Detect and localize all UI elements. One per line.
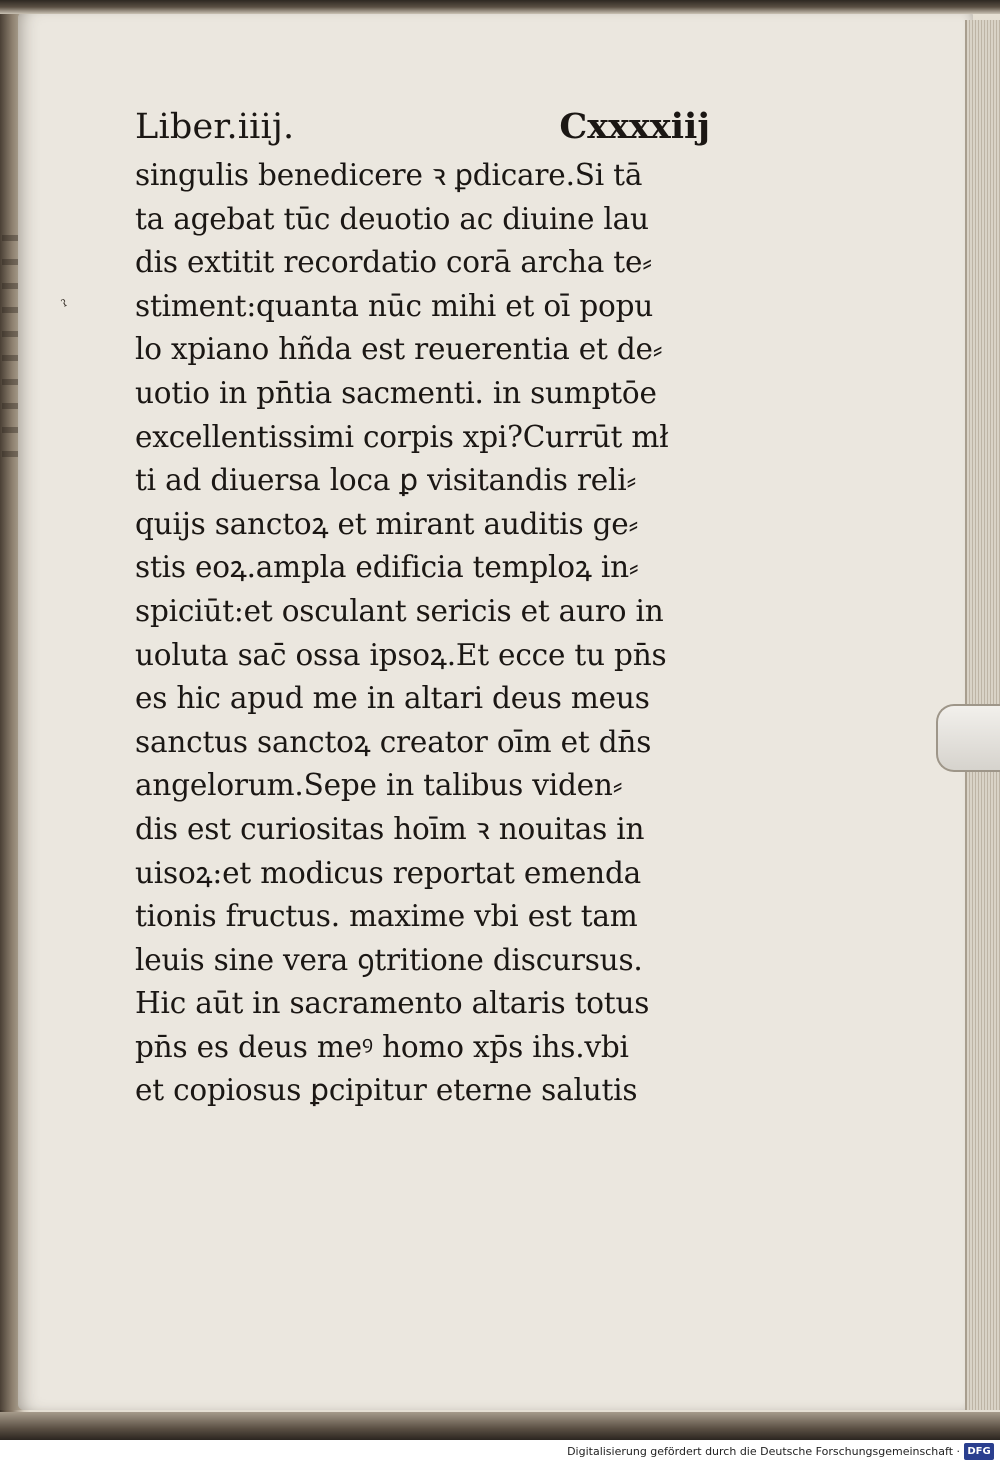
dfg-logo: DFG xyxy=(964,1443,994,1460)
text-line: dis extitit recordatio corā archa te⸗ xyxy=(135,245,652,280)
text-line: ta agebat tūc deuotio ac diuine lau xyxy=(135,201,649,236)
running-head: Liber.iiij. xyxy=(135,107,295,147)
text-line: stiment:quanta nūc mihi et oī popu xyxy=(135,288,654,323)
text-line: spiciūt:et osculant sericis et auro in xyxy=(135,593,664,628)
scan-top-edge xyxy=(0,0,1000,14)
folio-number: Cxxxxiij xyxy=(559,106,710,147)
text-line: uotio in pn̄tia sacmenti. in sumptōe xyxy=(135,375,657,410)
text-line: tionis fructus. maxime vbi est tam xyxy=(135,899,638,934)
text-line: stis eoꝝ.ampla edificia temploꝝ in⸗ xyxy=(135,550,639,585)
digitization-footer xyxy=(0,1440,1000,1464)
text-line: et copiosus ꝑcipitur eterne salutis xyxy=(135,1073,638,1108)
margin-pencil-mark: ˀ xyxy=(59,296,74,317)
text-lines xyxy=(135,154,710,1113)
printed-text-block xyxy=(135,100,710,1113)
scan-bottom-edge xyxy=(0,1412,1000,1440)
page-header xyxy=(135,100,710,154)
book-clasp xyxy=(936,704,1000,772)
text-line: singulis benedicere ꝛ ꝑdicare.Si tā xyxy=(135,158,643,192)
text-line: uisoꝝ:et modicus reportat emenda xyxy=(135,855,642,890)
text-line: uoluta sac̄ ossa ipsoꝝ.Et ecce tu pn̄s xyxy=(135,637,667,672)
funding-credit: Digitalisierung gefördert durch die Deutsche Forschungsgemeinschaft · xyxy=(567,1445,960,1458)
text-line: Hic aūt in sacramento altaris totus xyxy=(135,986,650,1021)
text-line: leuis sine vera ꝯtritione discursus. xyxy=(135,942,643,977)
text-line: lo xpiano hñda est reuerentia et de⸗ xyxy=(135,332,663,367)
text-line: pn̄s es deus meꝰ homo xp̄s ihs.vbi xyxy=(135,1029,629,1064)
text-line: quijs sanctoꝝ et mirant auditis ge⸗ xyxy=(135,506,639,541)
text-line: excellentissimi corpis xpi?Currūt mł xyxy=(135,419,669,454)
text-line: es hic apud me in altari deus meus xyxy=(135,681,650,716)
text-line: angelorum.Sepe in talibus viden⸗ xyxy=(135,768,623,803)
text-line: sanctus sanctoꝝ creator oīm et dn̄s xyxy=(135,724,652,759)
text-line: ti ad diuersa loca ꝑ visitandis reli⸗ xyxy=(135,463,637,498)
text-line: dis est curiositas hoīm ꝛ nouitas in xyxy=(135,811,645,846)
